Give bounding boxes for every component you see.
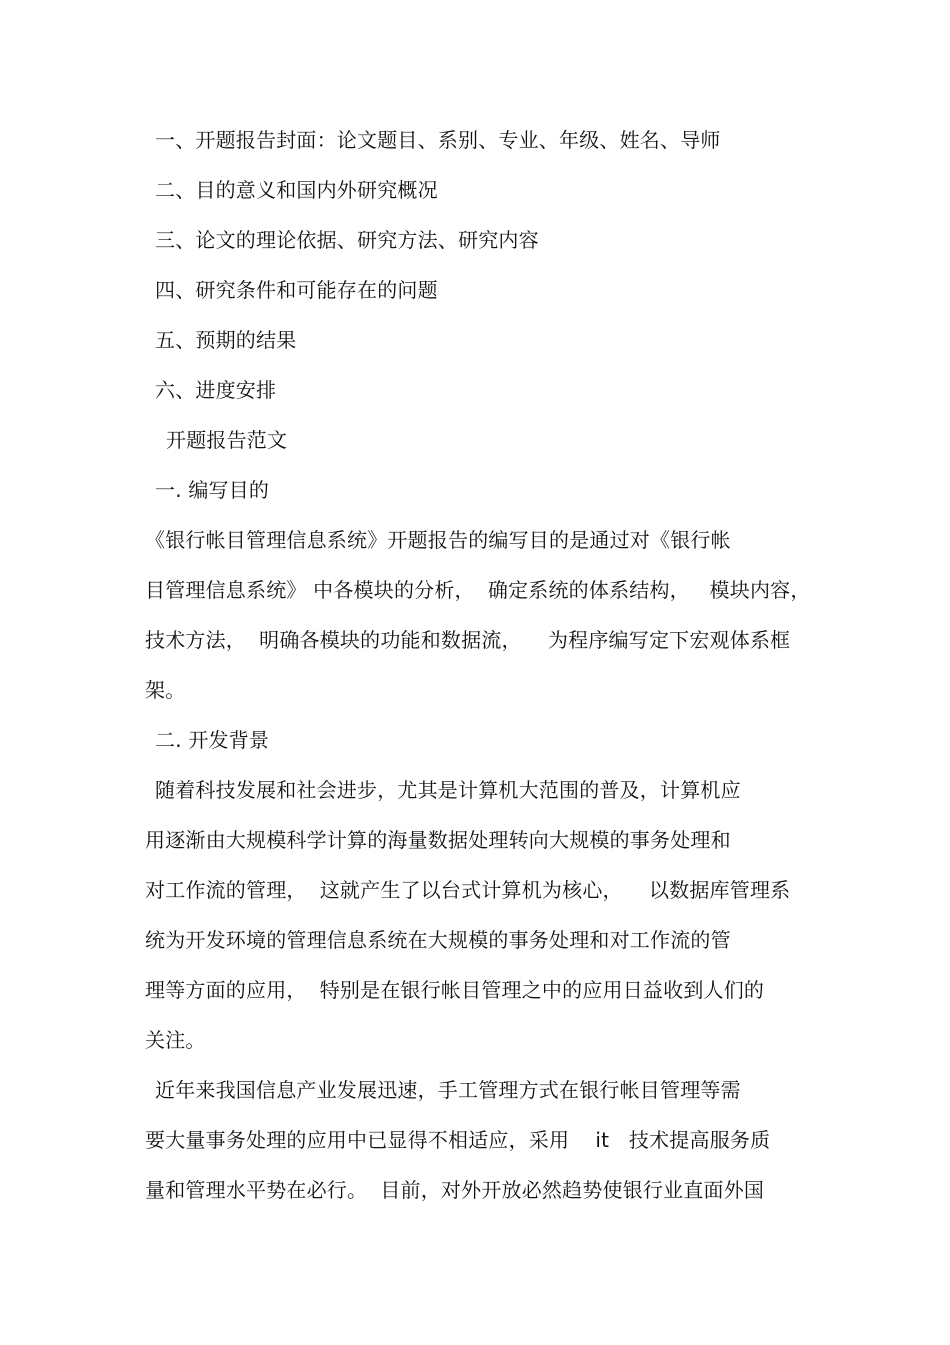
section-heading-purpose: 一. 编写目的 [155, 478, 270, 502]
paragraph-line: 随着科技发展和社会进步，尤其是计算机大范围的普及，计算机应 [155, 778, 741, 802]
outline-item-1: 一、开题报告封面：论文题目、系别、专业、年级、姓名、导师 [155, 128, 721, 152]
sample-title: 开题报告范文 [166, 428, 288, 452]
section-heading-background: 二. 开发背景 [155, 728, 270, 752]
outline-item-4: 四、研究条件和可能存在的问题 [155, 278, 438, 302]
paragraph-line: 目管理信息系统》 中各模块的分析， 确定系统的体系结构， 模块内容， [145, 578, 811, 602]
paragraph-line: 理等方面的应用， 特别是在银行帐目管理之中的应用日益收到人们的 [145, 978, 765, 1002]
paragraph-line: 用逐渐由大规模科学计算的海量数据处理转向大规模的事务处理和 [145, 828, 731, 852]
outline-item-6: 六、进度安排 [155, 378, 277, 402]
paragraph-line: 技术方法， 明确各模块的功能和数据流， 为程序编写定下宏观体系框 [145, 628, 791, 652]
paragraph-line: 近年来我国信息产业发展迅速，手工管理方式在银行帐目管理等需 [155, 1078, 741, 1102]
paragraph-line: 对工作流的管理， 这就产生了以台式计算机为核心， 以数据库管理系 [145, 878, 791, 902]
paragraph-line: 要大量事务处理的应用中已显得不相适应，采用 it 技术提高服务质 [145, 1128, 771, 1152]
paragraph-line: 架。 [145, 678, 186, 702]
outline-item-2: 二、目的意义和国内外研究概况 [155, 178, 438, 202]
outline-item-5: 五、预期的结果 [155, 328, 297, 352]
paragraph-line: 统为开发环境的管理信息系统在大规模的事务处理和对工作流的管 [145, 928, 731, 952]
outline-item-3: 三、论文的理论依据、研究方法、研究内容 [155, 228, 539, 252]
paragraph-line: 《银行帐目管理信息系统》开题报告的编写目的是通过对《银行帐 [145, 528, 731, 552]
paragraph-line: 关注。 [145, 1028, 206, 1052]
paragraph-line: 量和管理水平势在必行。 目前，对外开放必然趋势使银行业直面外国 [145, 1178, 765, 1202]
